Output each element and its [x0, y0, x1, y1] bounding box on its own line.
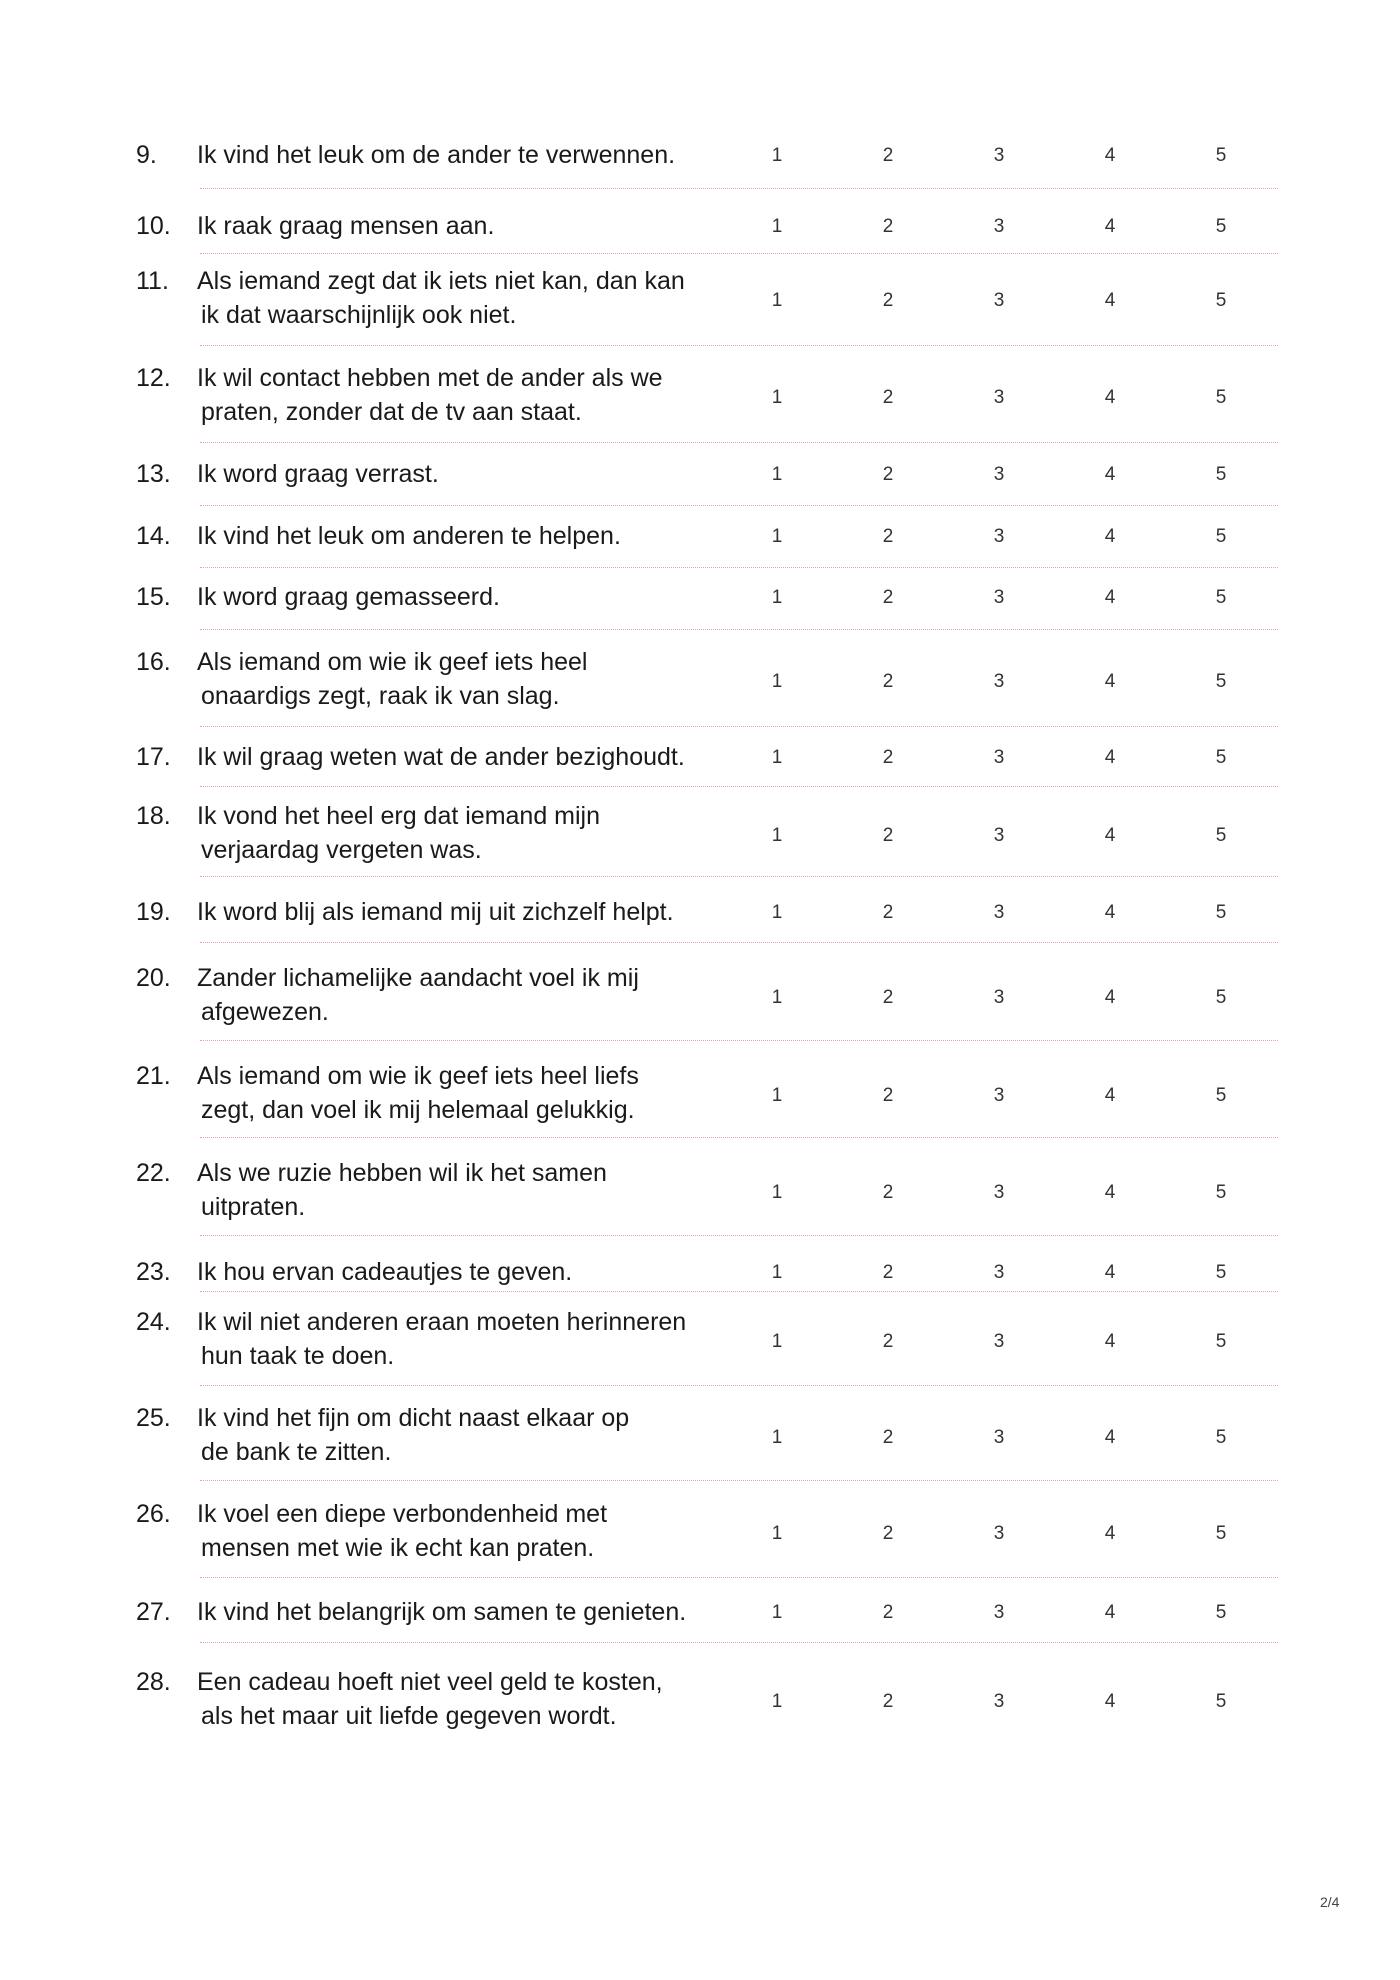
question-number: 14. — [136, 522, 171, 550]
question-text — [197, 1497, 717, 1565]
rating-option-1[interactable]: 1 — [771, 387, 783, 408]
rating-option-2[interactable]: 2 — [882, 1262, 894, 1283]
rating-option-3[interactable]: 3 — [993, 1331, 1005, 1352]
rating-option-5[interactable]: 5 — [1215, 145, 1227, 166]
rating-option-3[interactable]: 3 — [993, 216, 1005, 237]
row-separator — [200, 1040, 1278, 1041]
rating-option-2[interactable]: 2 — [882, 290, 894, 311]
rating-option-4[interactable]: 4 — [1104, 1691, 1116, 1712]
question-text-line: Ik word graag verrast. — [197, 460, 439, 488]
rating-option-3[interactable]: 3 — [993, 747, 1005, 768]
rating-option-1[interactable]: 1 — [771, 145, 783, 166]
question-number: 27. — [136, 1598, 171, 1626]
rating-option-2[interactable]: 2 — [882, 747, 894, 768]
question-text-line: Zander lichamelijke aandacht voel ik mij — [197, 964, 639, 992]
rating-option-4[interactable]: 4 — [1104, 587, 1116, 608]
rating-option-4[interactable]: 4 — [1104, 1602, 1116, 1623]
rating-option-1[interactable]: 1 — [771, 1085, 783, 1106]
question-text — [197, 961, 717, 1029]
rating-option-4[interactable]: 4 — [1104, 747, 1116, 768]
row-separator — [200, 629, 1278, 630]
rating-option-2[interactable]: 2 — [882, 145, 894, 166]
question-text — [197, 1156, 717, 1224]
question-text — [197, 519, 717, 553]
rating-option-1[interactable]: 1 — [771, 216, 783, 237]
rating-option-2[interactable]: 2 — [882, 1523, 894, 1544]
rating-option-5[interactable]: 5 — [1215, 1427, 1227, 1448]
rating-option-2[interactable]: 2 — [882, 216, 894, 237]
rating-option-4[interactable]: 4 — [1104, 290, 1116, 311]
question-text-line: afgewezen. — [201, 998, 329, 1026]
rating-option-3[interactable]: 3 — [993, 1691, 1005, 1712]
rating-option-5[interactable]: 5 — [1215, 987, 1227, 1008]
question-text-line: Ik vind het leuk om de ander te verwennen. — [197, 141, 676, 169]
rating-option-2[interactable]: 2 — [882, 526, 894, 547]
rating-option-3[interactable]: 3 — [993, 290, 1005, 311]
rating-option-3[interactable]: 3 — [993, 1262, 1005, 1283]
rating-option-3[interactable]: 3 — [993, 587, 1005, 608]
rating-option-3[interactable]: 3 — [993, 902, 1005, 923]
rating-option-5[interactable]: 5 — [1215, 1691, 1227, 1712]
rating-option-3[interactable]: 3 — [993, 825, 1005, 846]
rating-option-5[interactable]: 5 — [1215, 216, 1227, 237]
row-separator — [200, 1385, 1278, 1386]
rating-option-5[interactable]: 5 — [1215, 464, 1227, 485]
rating-option-1[interactable]: 1 — [771, 987, 783, 1008]
question-text-line: Ik vind het leuk om anderen te helpen. — [197, 522, 621, 550]
rating-option-3[interactable]: 3 — [993, 671, 1005, 692]
question-text — [197, 895, 717, 929]
question-text-line: Ik raak graag mensen aan. — [197, 212, 495, 240]
question-number: 13. — [136, 460, 171, 488]
rating-option-4[interactable]: 4 — [1104, 526, 1116, 547]
rating-option-5[interactable]: 5 — [1215, 587, 1227, 608]
rating-option-3[interactable]: 3 — [993, 1427, 1005, 1448]
row-separator — [200, 188, 1278, 189]
question-text-line: Ik wil niet anderen eraan moeten herinneren — [197, 1308, 687, 1336]
question-number: 26. — [136, 1500, 171, 1528]
rating-option-3[interactable]: 3 — [993, 387, 1005, 408]
rating-option-1[interactable]: 1 — [771, 464, 783, 485]
rating-option-5[interactable]: 5 — [1215, 902, 1227, 923]
question-text-line: verjaardag vergeten was. — [201, 836, 482, 864]
question-text-line: Ik wil contact hebben met de ander als we — [197, 364, 663, 392]
rating-option-5[interactable]: 5 — [1215, 1182, 1227, 1203]
rating-option-1[interactable]: 1 — [771, 825, 783, 846]
question-number: 24. — [136, 1308, 171, 1336]
rating-option-4[interactable]: 4 — [1104, 1182, 1116, 1203]
question-number: 23. — [136, 1258, 171, 1286]
row-separator — [200, 876, 1278, 877]
rating-option-2[interactable]: 2 — [882, 587, 894, 608]
question-text — [197, 799, 717, 867]
question-number: 18. — [136, 802, 171, 830]
rating-option-3[interactable]: 3 — [993, 1523, 1005, 1544]
rating-option-2[interactable]: 2 — [882, 987, 894, 1008]
rating-option-5[interactable]: 5 — [1215, 526, 1227, 547]
rating-option-3[interactable]: 3 — [993, 1602, 1005, 1623]
question-text-line: hun taak te doen. — [201, 1342, 395, 1370]
question-text-line: Een cadeau hoeft niet veel geld te kosten, — [197, 1668, 663, 1696]
row-separator — [200, 1480, 1278, 1481]
rating-option-4[interactable]: 4 — [1104, 671, 1116, 692]
rating-option-3[interactable]: 3 — [993, 987, 1005, 1008]
rating-option-4[interactable]: 4 — [1104, 1523, 1116, 1544]
rating-option-2[interactable]: 2 — [882, 387, 894, 408]
rating-option-4[interactable]: 4 — [1104, 825, 1116, 846]
rating-option-1[interactable]: 1 — [771, 1262, 783, 1283]
question-text — [197, 264, 717, 332]
rating-option-5[interactable]: 5 — [1215, 1262, 1227, 1283]
row-separator — [200, 1577, 1278, 1578]
question-text-line: Als iemand om wie ik geef iets heel — [197, 648, 588, 676]
rating-option-5[interactable]: 5 — [1215, 387, 1227, 408]
row-separator — [200, 442, 1278, 443]
row-separator — [200, 567, 1278, 568]
question-text-line: Ik vind het belangrijk om samen te genieten. — [197, 1598, 687, 1626]
question-text — [197, 1401, 717, 1469]
rating-option-1[interactable]: 1 — [771, 1602, 783, 1623]
rating-option-4[interactable]: 4 — [1104, 145, 1116, 166]
rating-option-2[interactable]: 2 — [882, 1691, 894, 1712]
rating-option-1[interactable]: 1 — [771, 747, 783, 768]
row-separator — [200, 345, 1278, 346]
row-separator — [200, 1137, 1278, 1138]
rating-option-4[interactable]: 4 — [1104, 1427, 1116, 1448]
rating-option-5[interactable]: 5 — [1215, 671, 1227, 692]
question-text-line: Als we ruzie hebben wil ik het samen — [197, 1159, 607, 1187]
question-number: 19. — [136, 898, 171, 926]
question-text — [197, 580, 717, 614]
row-separator — [200, 253, 1278, 254]
question-text-line: Ik hou ervan cadeautjes te geven. — [197, 1258, 573, 1286]
rating-option-3[interactable]: 3 — [993, 526, 1005, 547]
rating-option-1[interactable]: 1 — [771, 1427, 783, 1448]
rating-option-4[interactable]: 4 — [1104, 1331, 1116, 1352]
rating-option-1[interactable]: 1 — [771, 587, 783, 608]
row-separator — [200, 1291, 1278, 1292]
question-text — [197, 361, 717, 429]
question-number: 17. — [136, 743, 171, 771]
question-number: 9. — [136, 141, 157, 169]
question-text — [197, 1059, 717, 1127]
question-text — [197, 1595, 717, 1629]
rating-option-1[interactable]: 1 — [771, 671, 783, 692]
question-number: 16. — [136, 648, 171, 676]
question-text-line: mensen met wie ik echt kan praten. — [201, 1534, 595, 1562]
question-text-line: Ik wil graag weten wat de ander bezighoudt. — [197, 743, 685, 771]
question-text — [197, 138, 717, 172]
question-text-line: de bank te zitten. — [201, 1438, 392, 1466]
rating-option-1[interactable]: 1 — [771, 526, 783, 547]
rating-option-1[interactable]: 1 — [771, 902, 783, 923]
row-separator — [200, 786, 1278, 787]
rating-option-4[interactable]: 4 — [1104, 902, 1116, 923]
rating-option-1[interactable]: 1 — [771, 1691, 783, 1712]
rating-option-1[interactable]: 1 — [771, 1331, 783, 1352]
question-text-line: Ik vind het fijn om dicht naast elkaar op — [197, 1404, 630, 1432]
rating-option-2[interactable]: 2 — [882, 1331, 894, 1352]
rating-option-2[interactable]: 2 — [882, 825, 894, 846]
row-separator — [200, 726, 1278, 727]
question-number: 12. — [136, 364, 171, 392]
question-number: 20. — [136, 964, 171, 992]
rating-option-4[interactable]: 4 — [1104, 1085, 1116, 1106]
question-text — [197, 1665, 717, 1733]
rating-option-5[interactable]: 5 — [1215, 1523, 1227, 1544]
rating-option-2[interactable]: 2 — [882, 902, 894, 923]
rating-option-4[interactable]: 4 — [1104, 1262, 1116, 1283]
question-number: 22. — [136, 1159, 171, 1187]
rating-option-3[interactable]: 3 — [993, 464, 1005, 485]
question-text — [197, 645, 717, 713]
question-text-line: Ik voel een diepe verbondenheid met — [197, 1500, 608, 1528]
question-text-line: uitpraten. — [201, 1193, 306, 1221]
question-text-line: Ik vond het heel erg dat iemand mijn — [197, 802, 601, 830]
row-separator — [200, 1235, 1278, 1236]
rating-option-2[interactable]: 2 — [882, 1085, 894, 1106]
question-text-line: als het maar uit liefde gegeven wordt. — [201, 1702, 617, 1730]
question-text-line: ik dat waarschijnlijk ook niet. — [201, 301, 517, 329]
rating-option-2[interactable]: 2 — [882, 671, 894, 692]
question-text — [197, 209, 717, 243]
row-separator — [200, 1642, 1278, 1643]
rating-option-4[interactable]: 4 — [1104, 387, 1116, 408]
rating-option-4[interactable]: 4 — [1104, 464, 1116, 485]
question-text — [197, 740, 717, 774]
rating-option-4[interactable]: 4 — [1104, 987, 1116, 1008]
rating-option-3[interactable]: 3 — [993, 1085, 1005, 1106]
question-text-line: Als iemand zegt dat ik iets niet kan, dan kan — [197, 267, 685, 295]
rating-option-1[interactable]: 1 — [771, 1523, 783, 1544]
row-separator — [200, 942, 1278, 943]
question-number: 15. — [136, 583, 171, 611]
row-separator — [200, 505, 1278, 506]
rating-option-5[interactable]: 5 — [1215, 747, 1227, 768]
question-number: 10. — [136, 212, 171, 240]
rating-option-5[interactable]: 5 — [1215, 1602, 1227, 1623]
rating-option-3[interactable]: 3 — [993, 1182, 1005, 1203]
rating-option-4[interactable]: 4 — [1104, 216, 1116, 237]
question-text-line: onaardigs zegt, raak ik van slag. — [201, 682, 560, 710]
rating-option-1[interactable]: 1 — [771, 290, 783, 311]
rating-option-3[interactable]: 3 — [993, 145, 1005, 166]
question-number: 11. — [136, 267, 169, 295]
page-number: 2/4 — [1320, 1894, 1340, 1910]
rating-option-2[interactable]: 2 — [882, 1427, 894, 1448]
rating-option-2[interactable]: 2 — [882, 1602, 894, 1623]
rating-option-2[interactable]: 2 — [882, 464, 894, 485]
question-text-line: Als iemand om wie ik geef iets heel liefs — [197, 1062, 639, 1090]
question-text — [197, 457, 717, 491]
rating-option-2[interactable]: 2 — [882, 1182, 894, 1203]
question-text-line: zegt, dan voel ik mij helemaal gelukkig. — [201, 1096, 635, 1124]
rating-option-1[interactable]: 1 — [771, 1182, 783, 1203]
question-text-line: Ik word graag gemasseerd. — [197, 583, 500, 611]
question-text — [197, 1255, 717, 1289]
question-number: 28. — [136, 1668, 171, 1696]
question-number: 25. — [136, 1404, 171, 1432]
question-number: 21. — [136, 1062, 171, 1090]
question-text-line: Ik word blij als iemand mij uit zichzelf helpt. — [197, 898, 674, 926]
question-text-line: praten, zonder dat de tv aan staat. — [201, 398, 582, 426]
rating-option-5[interactable]: 5 — [1215, 290, 1227, 311]
rating-option-5[interactable]: 5 — [1215, 1331, 1227, 1352]
question-text — [197, 1305, 717, 1373]
rating-option-5[interactable]: 5 — [1215, 825, 1227, 846]
rating-option-5[interactable]: 5 — [1215, 1085, 1227, 1106]
